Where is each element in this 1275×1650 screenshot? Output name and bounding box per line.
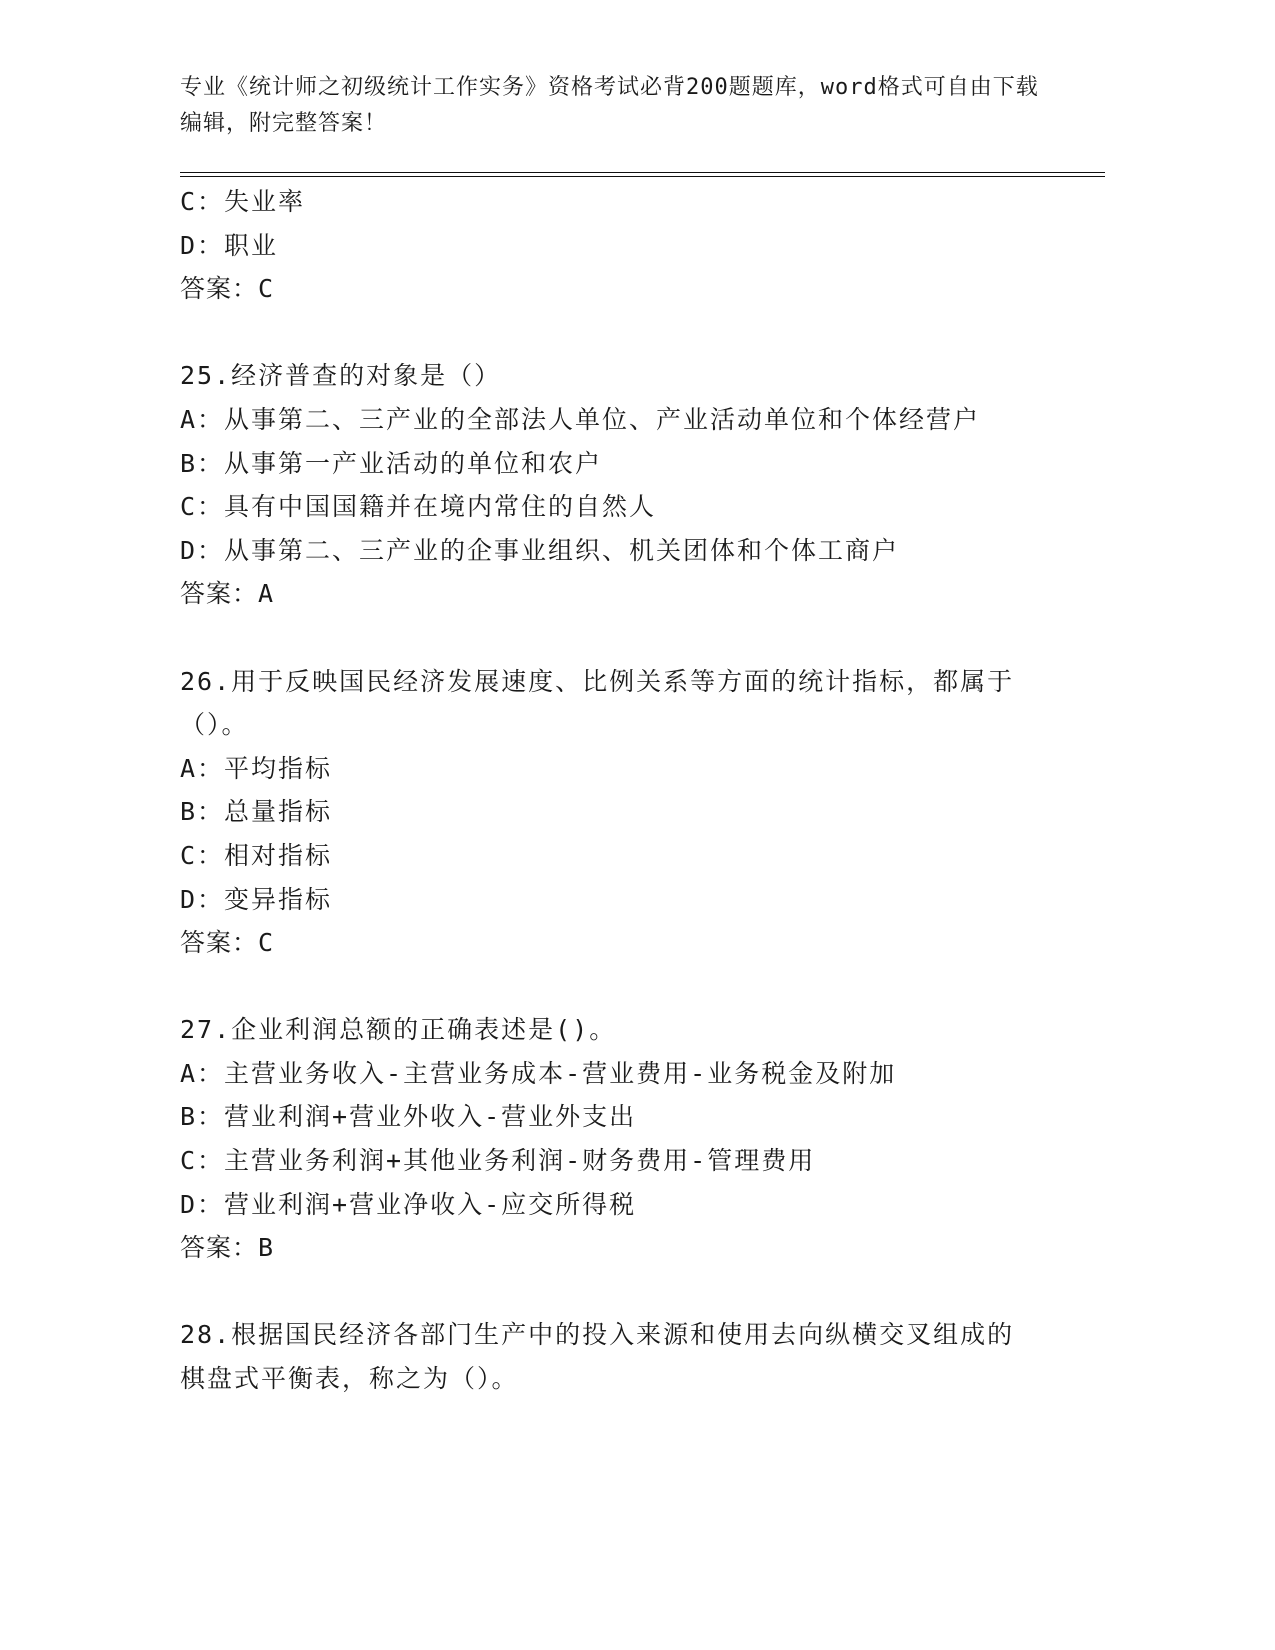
- answer-value: C: [258, 274, 276, 304]
- option-c: C：相对指标: [180, 840, 333, 870]
- question-text: 27.企业利润总额的正确表述是()。: [180, 1015, 617, 1045]
- question-text: 25.经济普查的对象是（）: [180, 361, 502, 391]
- answer-label: 答案：: [180, 274, 259, 304]
- option-b: B：从事第一产业活动的单位和农户: [180, 448, 603, 478]
- question-list: [180, 180, 1060, 1401]
- option-d: D：职业: [180, 230, 279, 260]
- answer-label: 答案：: [180, 1233, 259, 1263]
- spacer: [180, 1270, 1060, 1314]
- answer-line: [180, 267, 1060, 311]
- question-text-line1: 26.用于反映国民经济发展速度、比例关系等方面的统计指标，都属于: [180, 666, 1015, 696]
- option-d: D：从事第二、三产业的企事业组织、机关团体和个体工商户: [180, 535, 900, 565]
- option-d: D：营业利润+营业净收入-应交所得税: [180, 1189, 637, 1219]
- question-text-line1: 28.根据国民经济各部门生产中的投入来源和使用去向纵横交叉组成的: [180, 1320, 1015, 1350]
- question-28: [180, 1313, 1060, 1400]
- option-c: C：失业率: [180, 187, 306, 216]
- answer-label: 答案：: [180, 579, 259, 609]
- header-title: 专业《统计师之初级统计工作实务》资格考试必背200题题库，word格式可自由下载编辑，附完整答案！: [180, 75, 1039, 136]
- answer-value: B: [258, 1233, 276, 1263]
- answer-label: 答案：: [180, 928, 259, 958]
- answer-line: [180, 921, 1060, 965]
- spacer: [180, 311, 1060, 355]
- option-c: C：具有中国国籍并在境内常住的自然人: [180, 492, 657, 522]
- question-27: [180, 1008, 1060, 1270]
- header-divider-top: [180, 172, 1105, 173]
- option-a: A：从事第二、三产业的全部法人单位、产业活动单位和个体经营户: [180, 404, 981, 434]
- header-divider-bottom: [180, 176, 1105, 177]
- option-b: B：总量指标: [180, 797, 333, 827]
- question-26: [180, 660, 1060, 965]
- option-c: C：主营业务利润+其他业务利润-财务费用-管理费用: [180, 1146, 816, 1176]
- document-header: [180, 70, 1060, 142]
- answer-value: A: [258, 579, 276, 609]
- question-25: [180, 354, 1060, 616]
- option-a: A：主营业务收入-主营业务成本-营业费用-业务税金及附加: [180, 1058, 897, 1088]
- option-b: B：营业利润+营业外收入-营业外支出: [180, 1102, 637, 1132]
- option-d: D：变异指标: [180, 884, 333, 914]
- spacer: [180, 616, 1060, 660]
- question-text-line2: （）。: [180, 710, 249, 740]
- question-text-line2: 棋盘式平衡表，称之为（）。: [180, 1364, 519, 1394]
- option-a: A：平均指标: [180, 753, 333, 783]
- answer-line: [180, 1226, 1060, 1270]
- spacer: [180, 965, 1060, 1009]
- previous-question-tail: [180, 180, 1060, 311]
- answer-line: [180, 572, 1060, 616]
- answer-value: C: [258, 928, 276, 958]
